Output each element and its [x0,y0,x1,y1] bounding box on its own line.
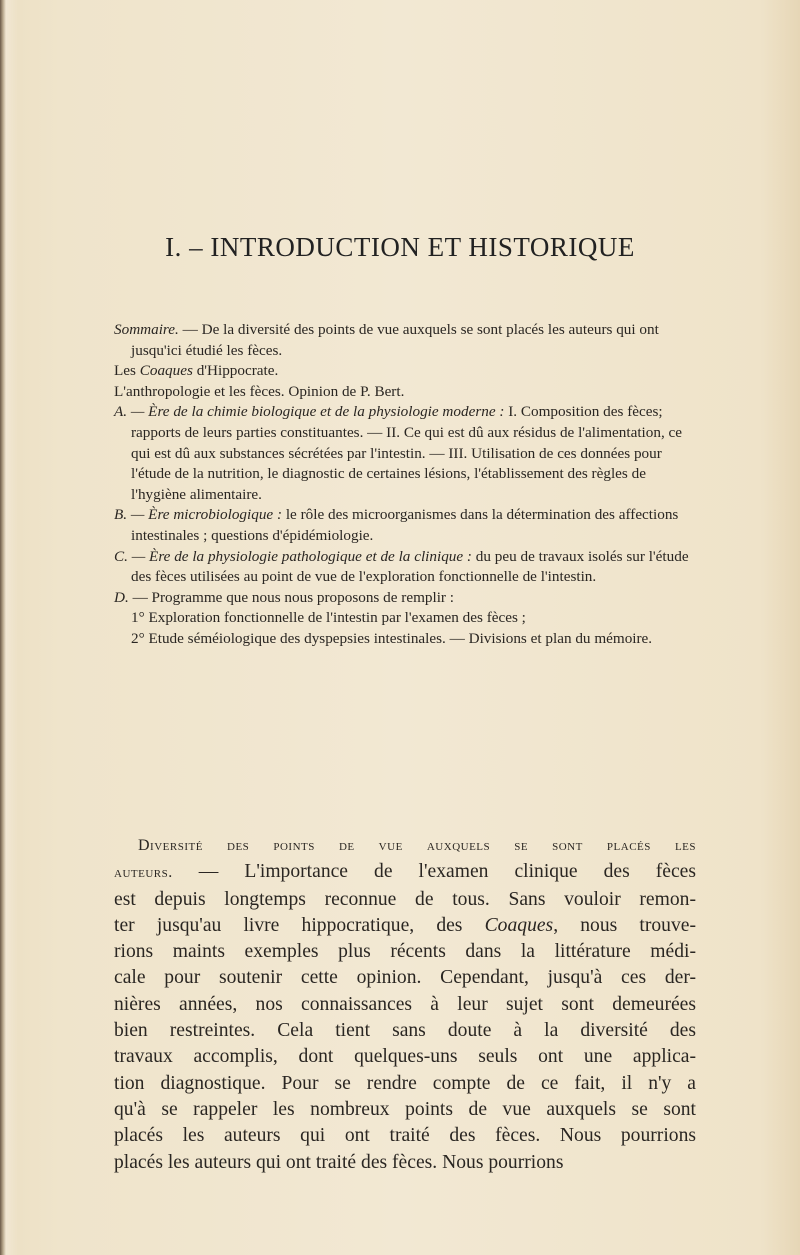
section-b-title: — Ère microbiologique : [127,506,283,524]
section-c-title: — Ère de la physiologie pathologique et de la clinique : [127,547,472,565]
section-c-text: du peu de travaux isolés sur l'étude des fèces utilisées au point de vue de l'exploration fonctionnelle de l'intestin. [131,547,689,586]
summary-section-c: C. — Ère de la physiologie pathologique et de la clinique : du peu de travaux isolés sur l'étude des fèces utilisées au point de vue de l'exploration fonctionnelle de l'intestin. [114,547,689,586]
body-line-11: qu'à se rappeler les nombreux points de vue auxquels se sont [114,1098,696,1120]
section-a-title: — Ère de la chimie biologique et de la physiologie moderne : [127,403,505,421]
summary-label: Sommaire. [114,321,179,338]
summary-coaques: Les Coaques d'Hippocrate. [114,362,279,380]
body-line-5: rions maints exemples plus récents dans la littérature médi- [114,941,696,963]
coaques-title: Coaques [139,362,193,380]
body-line-1 [114,832,696,859]
body-line-6: cale pour soutenir cette opinion. Cependant, jusqu'à ces der- [114,967,696,989]
body-line-12: placés les auteurs qui ont traité des fèces. Nous pourrions [114,1125,696,1147]
body-line-3: est depuis longtemps reconnue de tous. Sans vouloir remon- [114,888,696,910]
summary-section-b: B. — Ère microbiologique : le rôle des microorganismes dans la détermination des affections intestinales ; questions d'épidémiologie. [114,506,679,544]
summary-anthropologie: L'anthropologie et les fèces. Opinion de P. Bert. [114,382,405,400]
summary-section-d: D. — Programme que nous nous proposons de remplir : [114,588,454,606]
summary-intro-text: — De la diversité des points de vue auxquels se sont placés les auteurs qui ont jusqu'ici étudié les fèces. [131,321,659,359]
body-line-2 [114,859,696,886]
section-b-text: le rôle des microorganismes dans la détermination des affections intestinales ; questions d'épidémiologie. [131,506,679,544]
body-line-1-text: — L'importance de l'examen clinique des fèces [172,861,696,883]
section-heading: Diversité des points de vue auxquels se sont placés les [138,837,696,854]
summary-intro [114,320,694,361]
body-line-7: nières années, nos connaissances à leur sujet sont demeurées [114,993,696,1015]
body-text [114,832,696,1176]
summary-block [114,320,694,650]
body-line-13: placés les auteurs qui ont traité des fèces. Nous pourrions [114,1151,564,1173]
binding-shadow [0,0,6,1255]
summary-section-a: A. — Ère de la chimie biologique et de la physiologie moderne : I. Composition des fèces; rapports de leurs parties constituantes. — II. Ce qui est dû aux résidus de l'alimentation, ce qui est dû aux substances sécrétées par l'intestin. — III. Utilisation de ces données pour l'étude de la nutrition, le diagnostic de certaines lésions, l'établissement des règles de l'hygiène alimentaire. [114,403,683,503]
summary-item-1: 1° Exploration fonctionnelle de l'intestin par l'examen des fèces ; [131,609,526,627]
summary-item-2: 2° Etude séméiologique des dyspepsies intestinales. — Divisions et plan du mémoire. [131,629,653,647]
coaques-ref: Coaques [484,914,554,936]
body-line-8: bien restreintes. Cela tient sans doute à la diversité des [114,1020,696,1042]
section-heading-tail: auteurs. [114,864,173,882]
body-line-9: travaux accomplis, dont quelques-uns seuls ont une applica- [114,1046,696,1068]
section-a-text: I. Composition des fèces; rapports de leurs parties constituantes. — II. Ce qui est dû aux résidus de l'alimentation, ce qui est dû aux substances sécrétées par l'intestin. — III. Utilisation de ces données pour l'étude de la nutrition, le diagnostic de certaines lésions, l'établissement des règles de l'hygiène alimentaire. [131,403,683,503]
body-line-10: tion diagnostique. Pour se rendre compte de ce fait, il n'y a [114,1072,696,1094]
chapter-title: I. – INTRODUCTION ET HISTORIQUE [165,232,635,262]
body-line-4: ter jusqu'au livre hippocratique, des Coaques, nous trouve- [114,914,697,936]
